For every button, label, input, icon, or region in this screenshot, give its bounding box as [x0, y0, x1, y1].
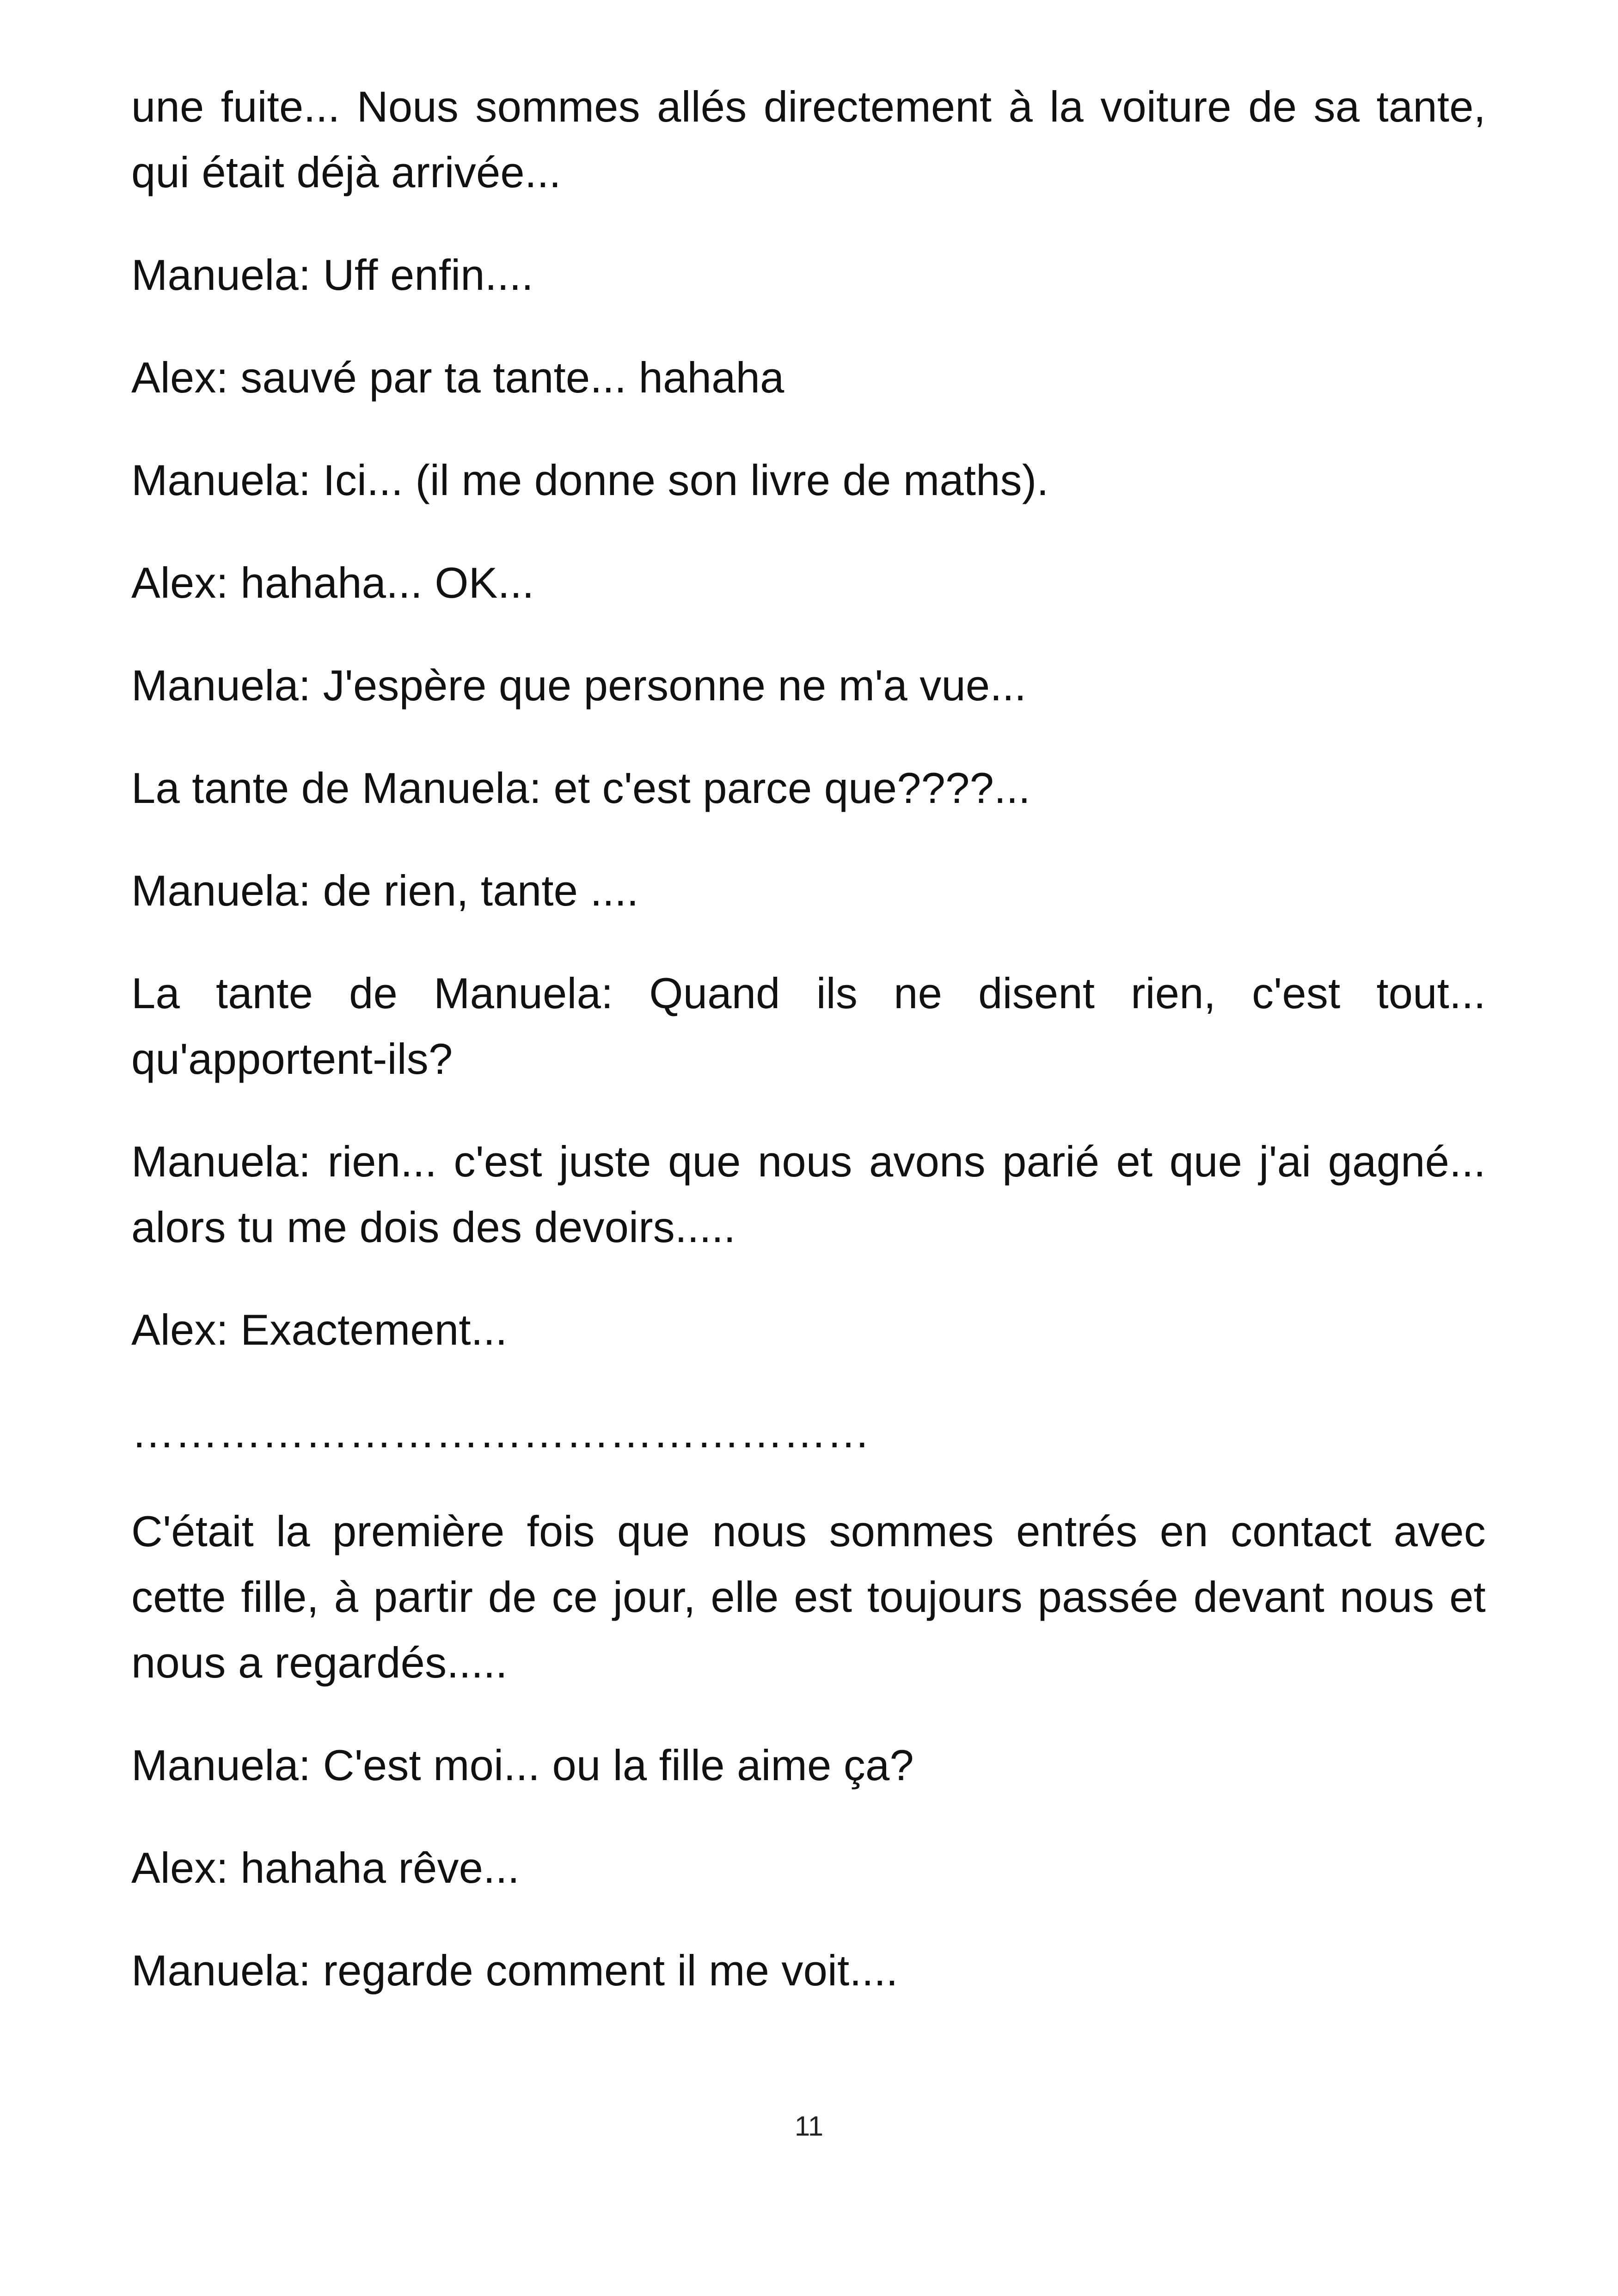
dialogue-line: Manuela: de rien, tante ....	[131, 866, 639, 915]
dialogue-line: Manuela: C'est moi... ou la fille aime ça?	[131, 1741, 914, 1789]
page-number: 11	[794, 2111, 824, 2142]
dialogue-line: Manuela: regarde comment il me voit....	[131, 1946, 898, 1995]
dialogue-line: La tante de Manuela: et c'est parce que????...	[131, 764, 1031, 812]
dialogue-line: Manuela: Ici... (il me donne son livre de maths).	[131, 456, 1049, 504]
page-body	[131, 74, 1486, 2040]
dialogue-line: Alex: Exactement...	[131, 1305, 508, 1354]
dialogue-line: Manuela: Uff enfin....	[131, 251, 534, 299]
dialogue-line: La tante de Manuela: Quand ils ne disent rien, c'est tout... qu'apportent-ils?	[131, 969, 1486, 1083]
dialogue-line: Manuela: J'espère que personne ne m'a vue...	[131, 661, 1027, 710]
section-separator: ……………………………………………	[131, 1408, 870, 1457]
paragraph: une fuite... Nous sommes allés directement à la voiture de sa tante, qui était déjà arrivée...	[131, 82, 1486, 196]
dialogue-line: Alex: hahaha rêve...	[131, 1843, 520, 1892]
dialogue-line: Alex: sauvé par ta tante... hahaha	[131, 353, 784, 402]
dialogue-line: Alex: hahaha... OK...	[131, 558, 534, 607]
dialogue-line: Manuela: rien... c'est juste que nous avons parié et que j'ai gagné... alors tu me dois des devoirs.....	[131, 1137, 1486, 1251]
paragraph: C'était la première fois que nous sommes entrés en contact avec cette fille, à partir de ce jour, elle est toujours passée devant nous et nous a regardés.....	[131, 1507, 1486, 1687]
